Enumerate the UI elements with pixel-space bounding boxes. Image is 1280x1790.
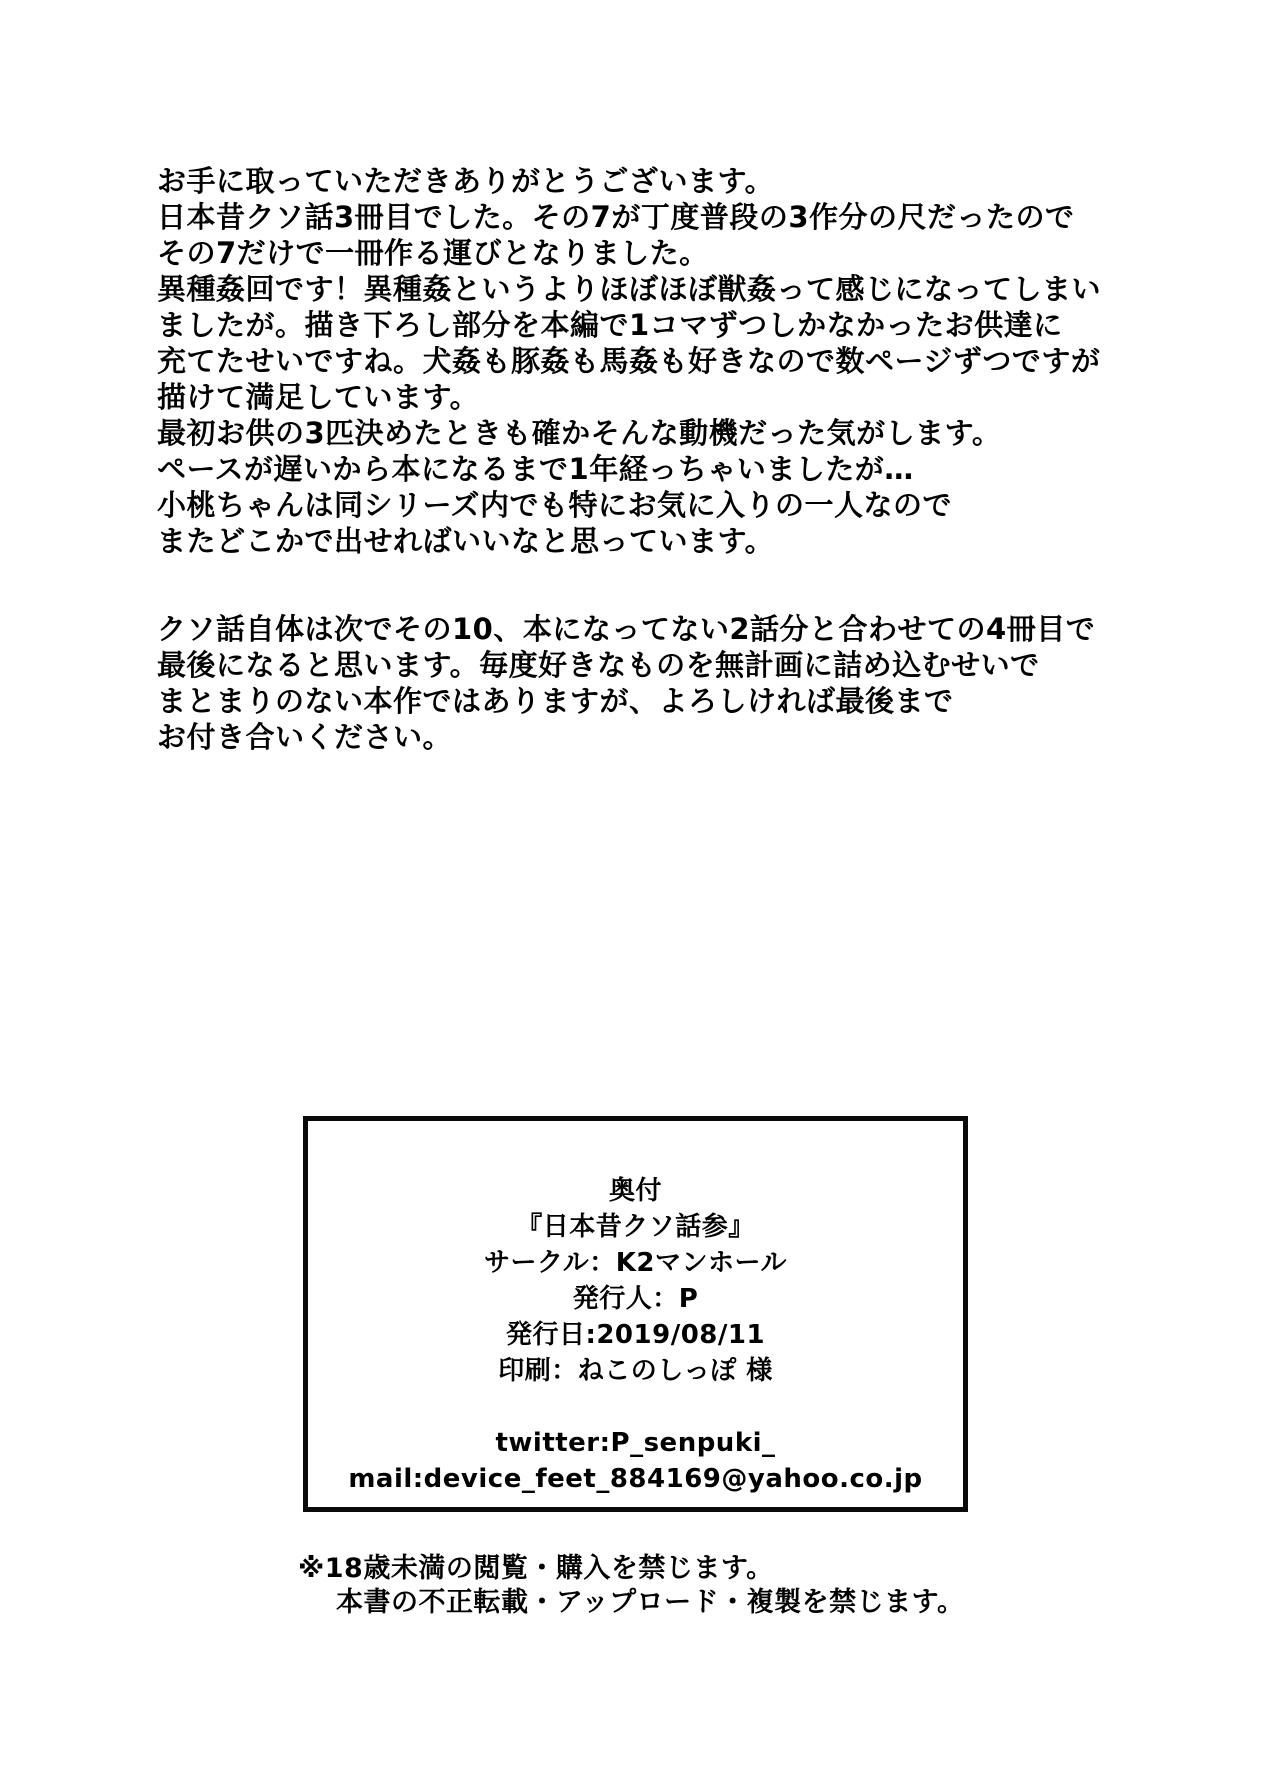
- colophon-contact: [308, 1425, 963, 1497]
- colophon-circle: サークル：K2マンホール: [484, 1248, 787, 1278]
- afterword-line: またどこかで出せればいいなと思っています。: [157, 524, 775, 558]
- afterword-line: お手に取っていただきありがとうございます。: [157, 164, 775, 198]
- afterword-line: まとまりのない本作ではありますが、よろしければ最後まで: [157, 684, 954, 718]
- disclaimer-line: ※18歳未満の閲覧・購入を禁じます。: [298, 1553, 774, 1584]
- afterword-line: 最後になると思います。毎度好きなものを無計画に詰め込むせいで: [157, 648, 1040, 682]
- afterword-line: 小桃ちゃんは同シリーズ内でも特にお気に入りの一人なので: [157, 488, 953, 522]
- disclaimer: [298, 1552, 964, 1620]
- afterword-line: 充てたせいですね。犬姦も豚姦も馬姦も好きなので数ページずつですが: [157, 344, 1101, 378]
- afterword-line: 日本昔クソ話3冊目でした。その7が丁度普段の3作分の尺だったので: [157, 200, 1075, 234]
- afterword-line: 描けて満足しています。: [157, 380, 480, 414]
- colophon-publisher: 発行人：P: [572, 1284, 699, 1314]
- colophon-book-title: 『日本昔クソ話参』: [516, 1212, 755, 1242]
- colophon-mail: mail:device_feet_884169@yahoo.co.jp: [348, 1464, 923, 1494]
- colophon-publish-date: 発行日:2019/08/11: [505, 1320, 766, 1350]
- afterword-line: お付き合いください。: [157, 720, 453, 754]
- disclaimer-line: 本書の不正転載・アップロード・複製を禁じます。: [336, 1587, 965, 1618]
- afterword-paragraph-2: [157, 611, 1157, 755]
- afterword-line: その7だけで一冊作る運びとなりました。: [157, 236, 709, 270]
- afterword-text: [157, 163, 1157, 755]
- afterword-line: ペースが遅いから本になるまで1年経っちゃいましたが…: [157, 452, 914, 486]
- afterword-line: 最初お供の3匹決めたときも確かそんな動機だった気がします。: [157, 416, 1002, 450]
- colophon-title: 奥付: [608, 1176, 662, 1206]
- colophon-box: [303, 1116, 968, 1512]
- afterword-paragraph-1: [157, 163, 1157, 559]
- afterword-line: ましたが。描き下ろし部分を本編で1コマずつしかなかったお供達に: [157, 308, 1063, 342]
- afterword-line: 異種姦回です！異種姦というよりほぼほぼ獣姦って感じになってしまい: [157, 272, 1102, 306]
- afterword-line: クソ話自体は次でその10、本になってない2話分と合わせての4冊目で: [157, 612, 1096, 646]
- colophon-printer: 印刷：ねこのしっぽ 様: [498, 1356, 773, 1386]
- colophon-twitter: twitter:P_senpuki_: [495, 1428, 776, 1458]
